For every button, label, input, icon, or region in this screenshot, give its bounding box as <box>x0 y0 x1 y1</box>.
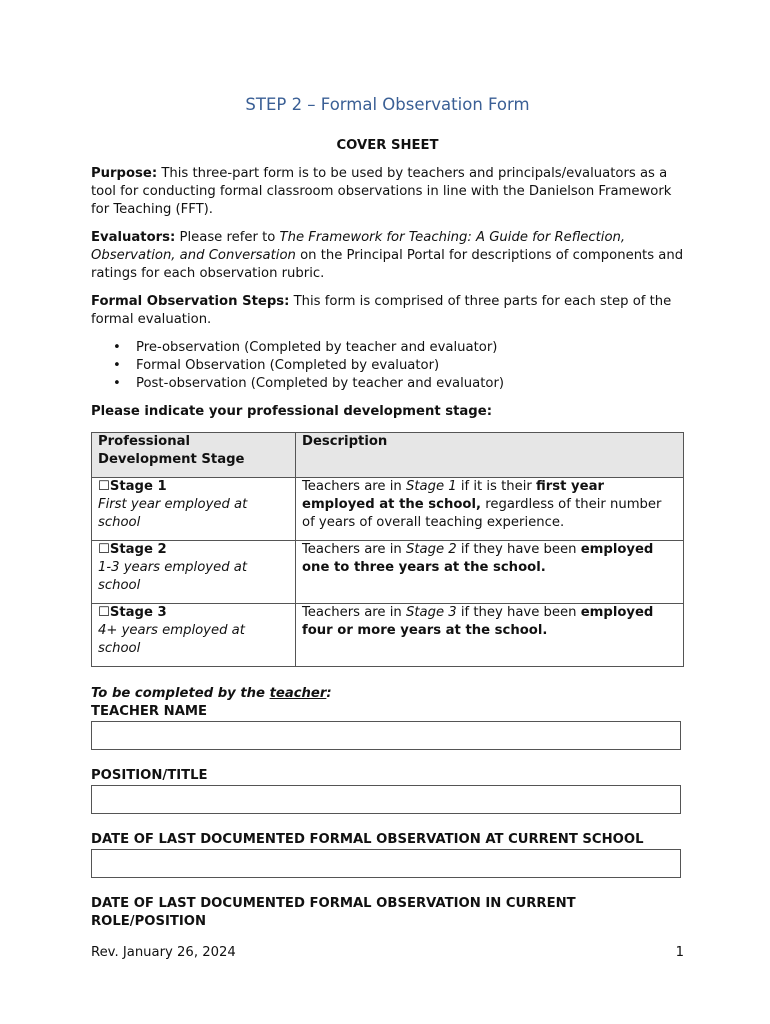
table-row <box>92 604 684 667</box>
description-text: Teachers are in <box>302 542 406 557</box>
description-text: Teachers are in <box>302 605 406 620</box>
evaluators-paragraph <box>91 229 684 283</box>
stage-prompt: Please indicate your professional development stage: <box>91 404 492 419</box>
stage-name: Stage 1 <box>109 479 167 494</box>
description-emphasis: employed four or more years at the school. <box>302 605 654 638</box>
description-stage: Stage 1 <box>405 479 457 494</box>
purpose-label: Purpose: <box>91 166 158 181</box>
step-label: Formal Observation (Completed by evaluator) <box>136 358 440 373</box>
bullet-icon: • <box>113 376 121 391</box>
steps-paragraph <box>91 293 684 329</box>
stage-cell <box>92 604 296 667</box>
stage-1-checkbox[interactable]: ☐ <box>98 479 110 494</box>
page-title: STEP 2 – Formal Observation Form <box>245 95 530 114</box>
table-row <box>92 541 684 604</box>
stage-table <box>91 432 684 667</box>
description-text: if they have been <box>456 542 581 557</box>
evaluators-label: Evaluators: <box>91 230 176 245</box>
list-item <box>91 357 504 375</box>
table-row <box>92 478 684 541</box>
teacher-section-suffix: : <box>326 686 332 701</box>
description-emphasis: first year employed at the school, <box>302 479 604 512</box>
purpose-paragraph <box>91 165 684 219</box>
stage-3-checkbox[interactable]: ☐ <box>98 605 110 620</box>
description-cell <box>296 541 684 604</box>
position-title-label: POSITION/TITLE <box>91 768 208 783</box>
stage-years: 4+ years employed at school <box>98 623 245 656</box>
date-last-school-label: DATE OF LAST DOCUMENTED FORMAL OBSERVATION AT CURRENT SCHOOL <box>91 832 644 847</box>
description-text: Teachers are in <box>302 479 406 494</box>
steps-list <box>91 339 504 393</box>
bullet-icon: • <box>113 358 121 373</box>
stage-2-checkbox[interactable]: ☐ <box>98 542 110 557</box>
description-emphasis: employed one to three years at the school. <box>302 542 654 575</box>
column-header-stage: Professional Development Stage <box>92 433 296 478</box>
description-stage: Stage 3 <box>405 605 457 620</box>
steps-text: This form is comprised of three parts for each step of the formal evaluation. <box>91 294 672 327</box>
stage-years: First year employed at school <box>98 497 248 530</box>
stage-name: Stage 3 <box>109 605 167 620</box>
column-header-description: Description <box>296 433 684 478</box>
list-item <box>91 339 504 357</box>
description-text: if they have been <box>456 605 581 620</box>
evaluators-text-1: Please refer to <box>175 230 280 245</box>
description-text: if it is their <box>456 479 537 494</box>
teacher-section-heading <box>91 685 332 703</box>
description-cell <box>296 604 684 667</box>
table-header-row <box>92 433 684 478</box>
stage-cell <box>92 541 296 604</box>
evaluators-text-2: on the Principal Portal for descriptions of components and ratings for each observation rubric. <box>91 248 684 281</box>
position-title-field[interactable] <box>91 785 681 814</box>
description-text: regardless of their number of years of overall teaching experience. <box>302 497 662 530</box>
step-label: Pre-observation (Completed by teacher and evaluator) <box>136 340 498 355</box>
teacher-name-label: TEACHER NAME <box>91 704 208 719</box>
teacher-section-prefix: To be completed by the <box>91 686 270 701</box>
stage-years: 1-3 years employed at school <box>98 560 248 593</box>
bullet-icon: • <box>113 340 121 355</box>
cover-sheet-heading: COVER SHEET <box>336 138 439 153</box>
page-number: 1 <box>675 945 684 960</box>
date-last-school-field[interactable] <box>91 849 681 878</box>
list-item <box>91 375 504 393</box>
teacher-section-who: teacher <box>269 686 327 701</box>
description-cell <box>296 478 684 541</box>
stage-cell <box>92 478 296 541</box>
stage-name: Stage 2 <box>109 542 167 557</box>
step-label: Post-observation (Completed by teacher and evaluator) <box>136 376 505 391</box>
purpose-text: This three-part form is to be used by teachers and principals/evaluators as a tool for conducting formal classroom observations in line with the Danielson Framework for Teaching (FFT). <box>91 166 672 217</box>
description-stage: Stage 2 <box>405 542 457 557</box>
steps-label: Formal Observation Steps: <box>91 294 290 309</box>
teacher-name-field[interactable] <box>91 721 681 750</box>
framework-book-title: The Framework for Teaching: A Guide for Reflection, Observation, and Conversation <box>91 230 626 263</box>
revision-date: Rev. January 26, 2024 <box>91 945 236 960</box>
date-last-role-label: DATE OF LAST DOCUMENTED FORMAL OBSERVATION IN CURRENT ROLE/POSITION <box>91 896 576 929</box>
